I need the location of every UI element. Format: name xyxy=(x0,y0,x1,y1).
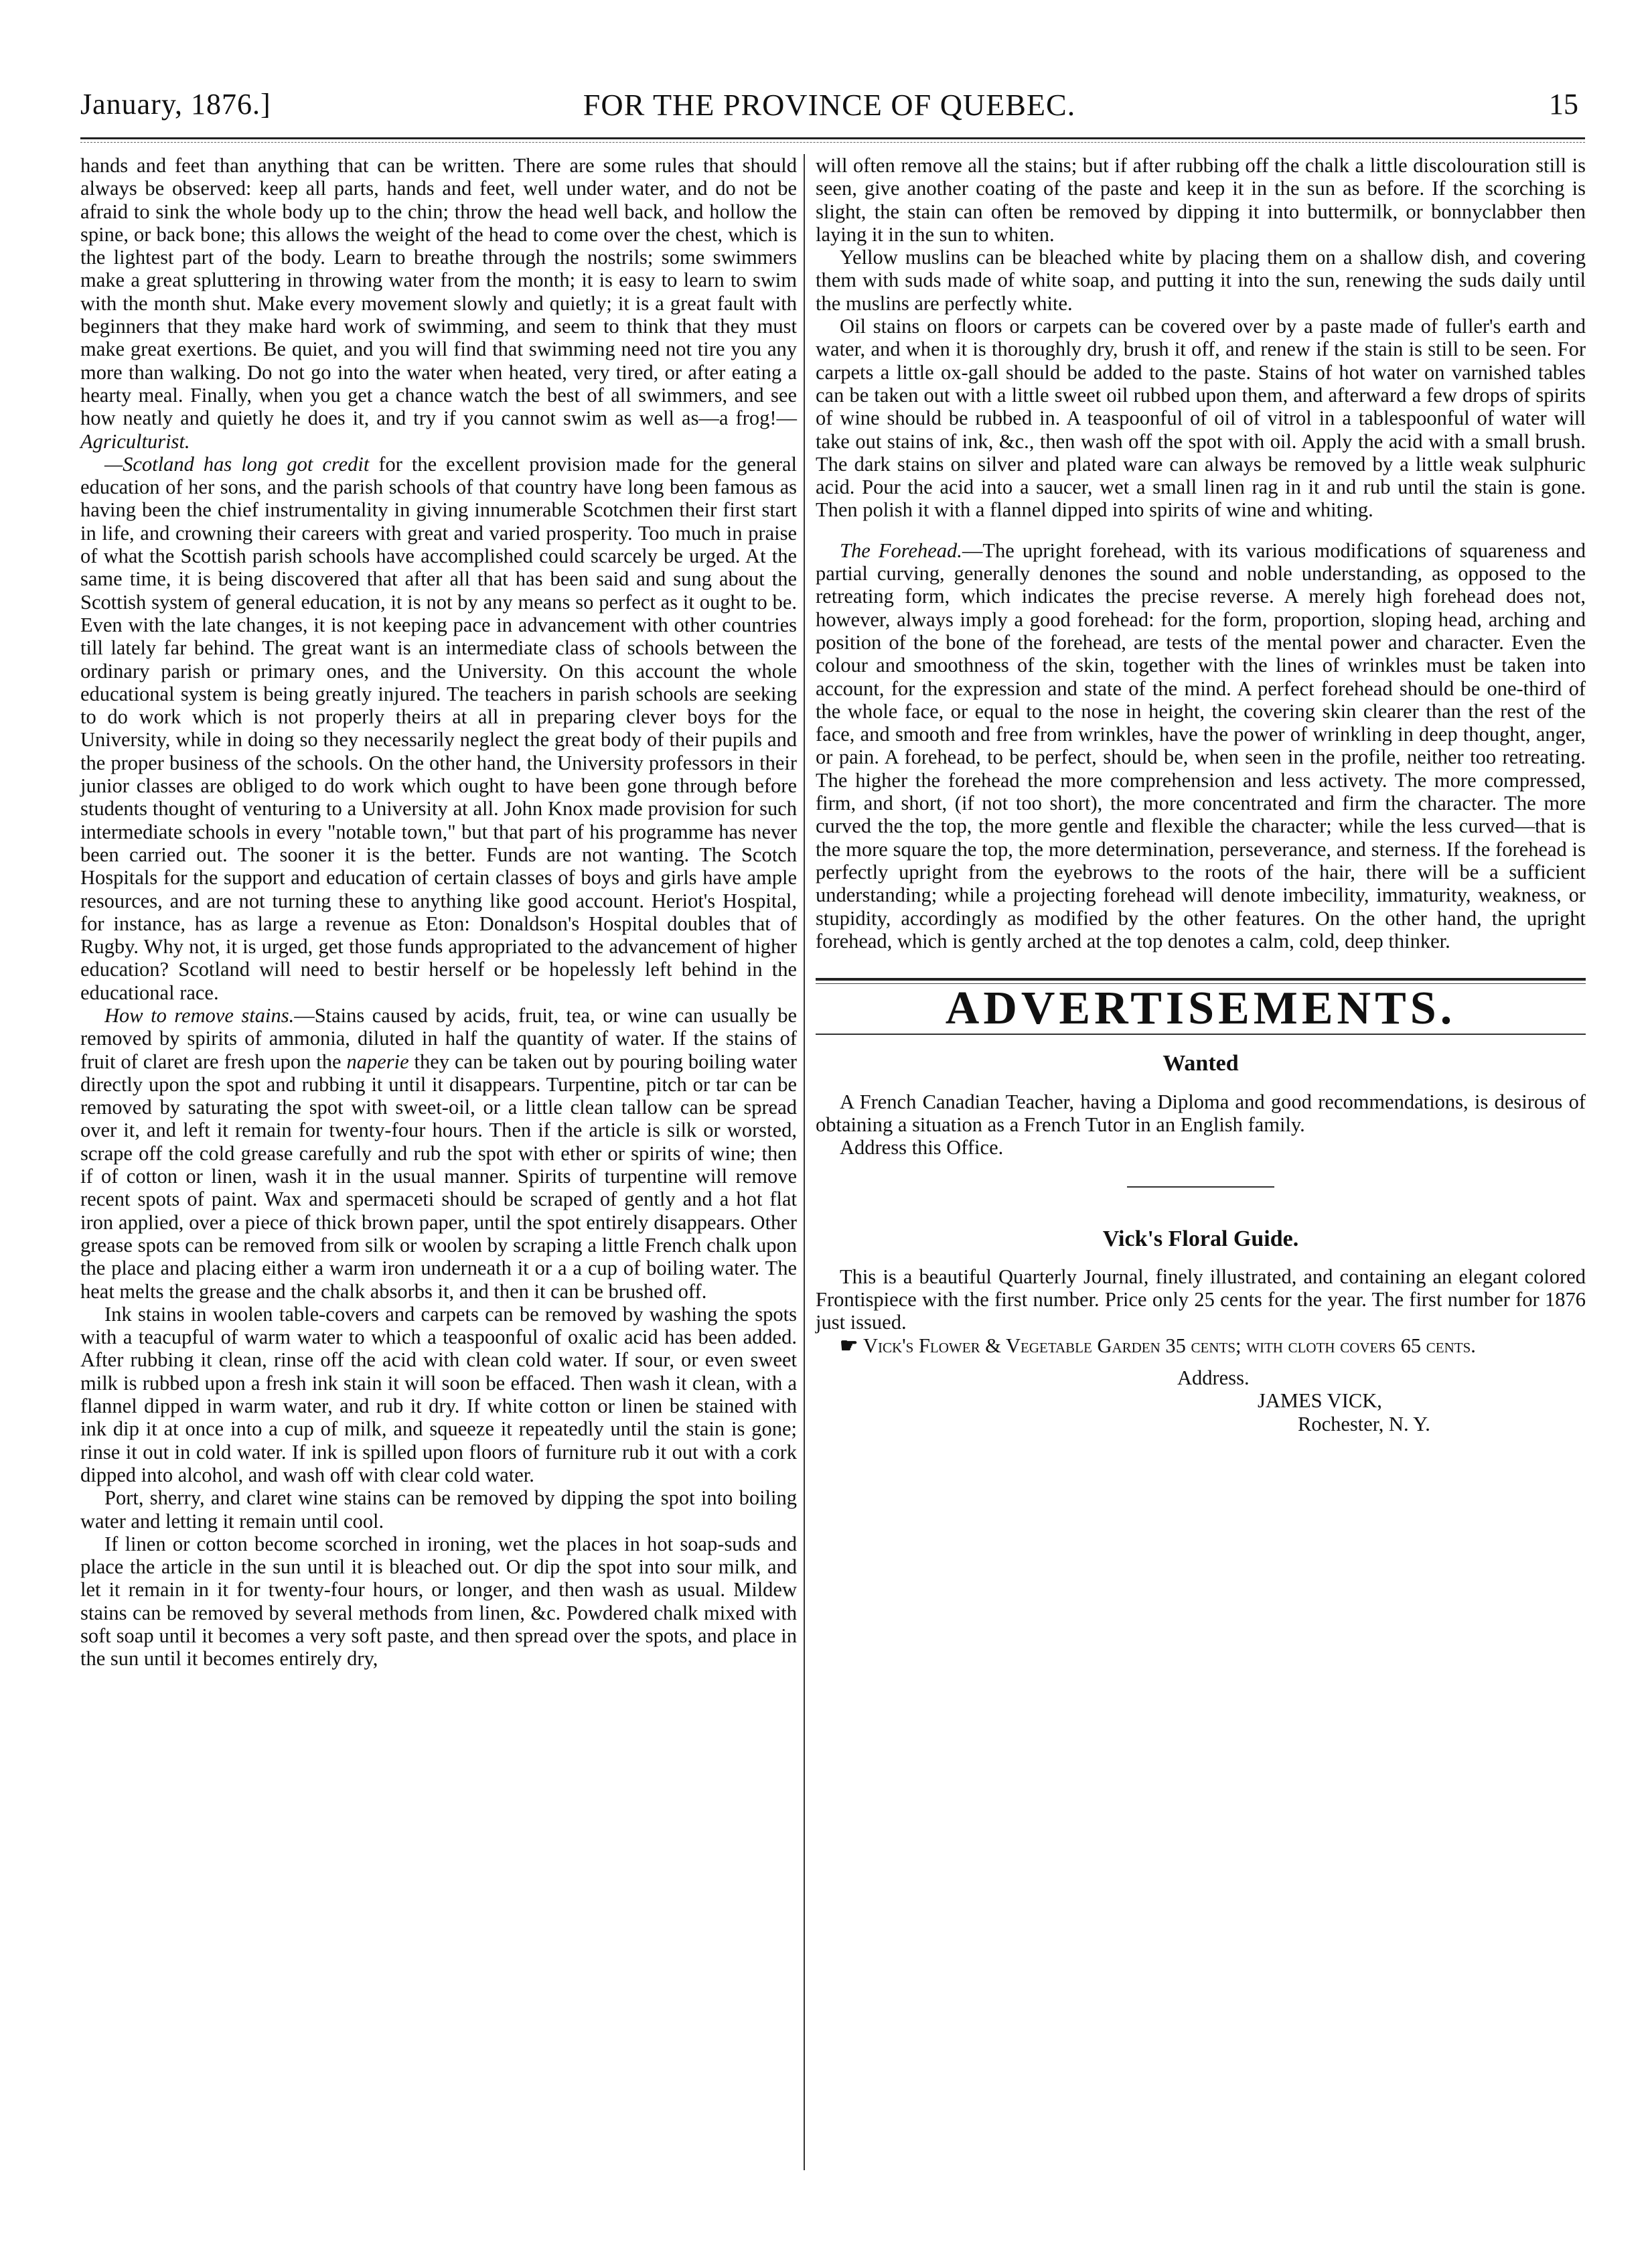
ad-vicks-heading: Vick's Floral Guide. xyxy=(1102,1226,1299,1251)
article-stains: How to remove stains.—Stains caused by acids, fruit, tea, or wine can usually be removed by spirits of ammonia, diluted in half the quantity of water. If the stains of fruit of claret are fresh upon the naperie they can be taken out by pouring boiling water directly upon the spot and rubbing it until it disappears. Turpentine, pitch or tar can be removed by saturating the spot with sweet-oil, or a little clean tallow can be spread over it, and left it remain for twenty-four hours. Then if the article is silk or worsted, scrape off the cold grease carefully and rub the spot with ether or spirits of wine; then if of cotton or linen, wash it in the usual manner. Spirits of turpentine will remove recent spots of paint. Wax and spermaceti should be scraped of gently and a hot flat iron applied, over a piece of thick brown paper, until the spot entirely disappears. Other grease spots can be removed from silk or woolen by scraping a little French chalk upon the place and placing either a warm iron underneath it or a a cup of boiling water. The heat melts the grease and the chalk absorbs it, and then it can be brushed off. xyxy=(80,1003,798,1303)
article-forehead-lead: The Forehead. xyxy=(840,539,962,562)
ad-vicks-address: Address. JAMES VICK, Rochester, N. Y. xyxy=(816,1366,1586,1435)
ad-vicks-name: JAMES VICK, xyxy=(1258,1389,1382,1413)
paragraph-chalk: will often remove all the stains; but if after rubbing off the chalk a little discolouration still is seen, give another coating of the paste and keep it in the sun as before. If the scorching is slight, the stain can often be removed by dipping it into buttermilk, or bonnyclabber then laying it in the sun to whiten. xyxy=(816,154,1586,246)
left-column xyxy=(80,154,797,1671)
page-number: 15 xyxy=(1549,88,1578,121)
advertisements-title: ADVERTISEMENTS. xyxy=(945,983,1456,1035)
ad-separator xyxy=(1127,1186,1274,1188)
page-header xyxy=(80,87,1578,134)
paragraph-ink-stains: Ink stains in woolen table-covers and carpets can be removed by washing the spots with a teacupful of warm water to which a teaspoonful of oxalic acid has been added. After rubbing it clean, rinse off the acid with clean cold water. If sour, or even sweet milk is rubbed upon a fresh ink stain it will soon be effaced. Then wash it clean, with a flannel dipped in warm water, and rub it dry. If white cotton or linen be stained with ink dip it at once into a cup of milk, and squeeze it repeatedly until the stain is gone; rinse it out in cold water. If ink is spilled upon floors of furniture rub it out with a cork dipped into alcohol, and wash off with clear cold water. xyxy=(80,1302,797,1486)
ad-vicks-city: Rochester, N. Y. xyxy=(1298,1412,1430,1435)
ad-vicks-note: ☛ Vick's Flower & Vegetable Garden 35 cents; with cloth covers 65 cents. xyxy=(840,1334,1476,1357)
paragraph-oil-stains: Oil stains on floors or carpets can be covered over by a paste made of fuller's earth and water, and when it is thoroughly dry, brush it off, and renew if the stain is still to be seen. For carpets a little ox-gall should be added to the paste. Stains of hot water on varnished tables can be taken out with a little sweet oil rubbed upon them, and afterward a few drops of spirits of wine should be rubbed in. A teaspoonful of oil of vitrol in a tablespoonful of water will take out stains of ink, &c., then wash off the spot with oil. Apply the acid with a small brush. The dark stains on silver and plated ware can always be removed by a little weak sulphuric acid. Pour the acid into a saucer, wet a small linen rag in it and rub until the stain is gone. Then polish it with a flannel dipped into spirits of wine and whiting. xyxy=(816,315,1586,522)
column-divider xyxy=(804,154,805,2170)
paragraph-wine-stains: Port, sherry, and claret wine stains can be removed by dipping the spot into boiling water and letting it remain until cool. xyxy=(80,1486,797,1533)
article-stains-lead: How to remove stains. xyxy=(104,1003,295,1027)
source-agriculturist: Agriculturist. xyxy=(80,429,190,453)
ad-vicks-body: This is a beautiful Quarterly Journal, finely illustrated, and containing an elegant colored Frontispiece with the first number. Price only 25 cents for the year. The first number for 1876 just issued. xyxy=(816,1265,1586,1334)
header-title: FOR THE PROVINCE OF QUEBEC. xyxy=(583,88,1076,122)
header-rule xyxy=(80,137,1585,139)
article-scotland-lead: —Scotland has long got credit xyxy=(104,452,370,476)
pointing-hand-icon: ☛ xyxy=(840,1334,858,1357)
header-date: January, 1876.] xyxy=(80,88,271,121)
ad-vicks xyxy=(816,1228,1586,1435)
ad-wanted-body: A French Canadian Teacher, having a Diploma and good recommendations, is desirous of obtaining a situation as a French Tutor in an English family. xyxy=(816,1090,1586,1136)
ad-wanted-address: Address this Office. xyxy=(840,1136,1004,1159)
article-swimming: hands and feet than anything that can be written. There are some rules that should always be observed: keep all parts, hands and feet, well under water, and do not be afraid to sink the whole body up to the chin; throw the head well back, and hollow the spine, or back bone; this allows the weight of the head to come over the chest, which is the lightest part of the body. Learn to breathe through the nostrils; some swimmers make a great spluttering in throwing water from the month; it is easy to learn to swim with the month shut. Make every movement slowly and quietly; it is a great fault with beginners that they make hard work of swimming, and seem to think that they must make great exertions. Be quiet, and you will find that swimming need not tire you any more than walking. Do not go into the water when heated, very tired, or after eating a hearty meal. Finally, when you get a chance watch the best of all swimmers, and see how neatly and quietly he does it, and try if you cannot swim as well as—a frog!—Agriculturist. xyxy=(80,154,797,453)
paragraph-scorched-linen: If linen or cotton become scorched in ironing, wet the places in hot soap-suds and place the article in the sun until it is bleached out. Or dip the spot into sour milk, and let it remain in it for twenty-four hours, or longer, and then wash as usual. Mildew stains can be removed by several methods from linen, &c. Powdered chalk mixed with soft soap until it becomes a very soft paste, and then spread over the spots, and place in the sun until it becomes entirely dry, xyxy=(80,1532,797,1671)
article-scotland: —Scotland has long got credit for the excellent provision made for the general education of her sons, and the parish schools of that country have long been famous as having been the chief instrumentality in giving innumerable Scotchmen their first start in life, and crowning their careers with great and varied prosperity. Too much in praise of what the Scottish parish schools have accomplished could scarcely be urged. At the same time, it is being discovered that after all that has been said and sung about the Scottish system of general education, it is not by any means so perfect as it ought to be. Even with the late changes, it is not keeping pace in advancement with other countries till lately far behind. The great want is an intermediate class of schools between the ordinary parish or primary ones, and the University. On this account the whole educational system is being greatly injured. The teachers in parish schools are seeking to do work which is not properly theirs at all in preparing clever boys for the University, while in doing so they necessarily neglect the great body of their pupils and the proper business of the schools. On the other hand, the University professors in their junior classes are obliged to do work which ought to have been gone through before students thought of venturing to a University at all. John Knox made provision for such intermediate schools in every "notable town," but that part of his programme has never been carried out. The sooner it is the better. Funds are not wanting. The Scotch Hospitals for the support and education of certain classes of boys and girls have ample resources, and are not turning these to anything like good account. Heriot's Hospital, for instance, has as large a revenue as Eton: Donaldson's Hospital doubles that of Rugby. Why not, it is urged, get those funds appropriated to the advancement of higher education? Scotland will need to bestir herself or be hopelessly left behind in the educational race. xyxy=(80,452,797,1004)
paragraph-yellow-muslins: Yellow muslins can be bleached white by placing them on a shallow dish, and covering them with suds made of white soap, and putting it into the sun, renewing the suds daily until the muslins are perfectly white. xyxy=(816,246,1586,315)
ad-wanted-heading: Wanted xyxy=(1162,1051,1239,1076)
ad-wanted xyxy=(816,1052,1586,1159)
right-column xyxy=(816,154,1586,1435)
header-rule-dashed xyxy=(80,142,1585,143)
article-forehead: The Forehead.—The upright forehead, with its various modifications of squareness and partial curving, generally denones the sound and noble understanding, as opposed to the retreating form, which indicates the precise reverse. A merely high forehead does not, however, always imply a good forehead: for the form, proportion, sloping head, arching and position of the bone of the forehead, are tests of the mental power and character. Even the colour and smoothness of the skin, together with the lines of wrinkles must be taken into account, for the expression and state of the mind. A perfect forehead should be one-third of the whole face, or equal to the nose in height, the covering skin clearer than the rest of the face, and smooth and free from wrinkles, have the power of wrinkling in deep thought, anger, or pain. A forehead, to be perfect, should be, when seen in the profile, neither too retreating. The higher the forehead the more comprehension and less activety. The more compressed, firm, and short, (if not too short), the more concentrated and firm the character. The more curved the the top, the more gentle and flexible the character; while the less curved—that is the more square the top, the more determination, perseverance, and sterness. If the forehead is perfectly upright from the eyebrows to the roots of the hair, there will be a sufficient understanding; while a projecting forehead will denote imbecility, immaturity, weakness, or stupidity, accordingly as modified by the other features. On the other hand, the upright forehead, which is gently arched at the top denotes a calm, cold, deep thinker. xyxy=(816,539,1586,952)
advertisements-rule xyxy=(816,978,1586,981)
